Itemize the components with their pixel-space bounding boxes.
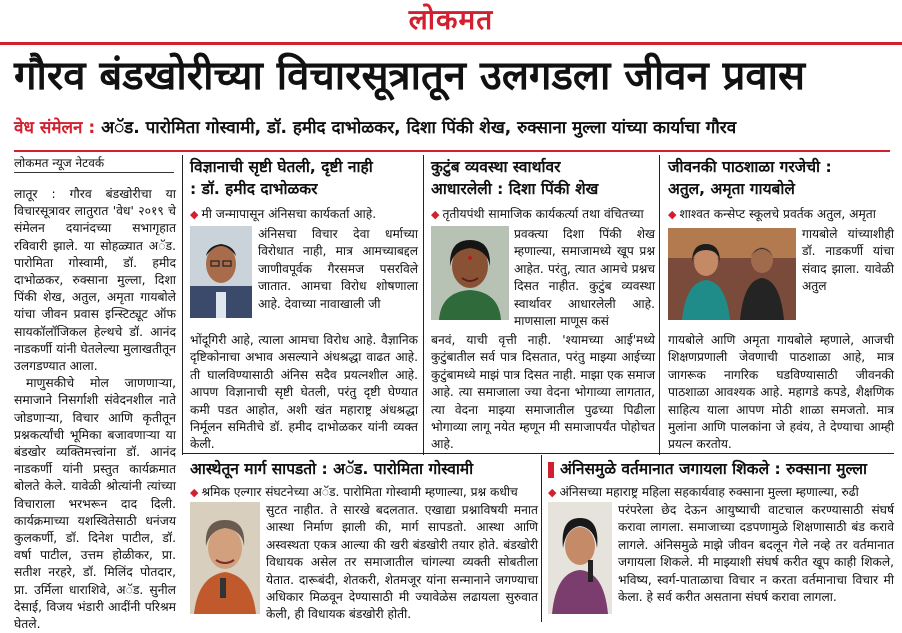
section-wrap-gaybole: गायबोले यांच्याशीही डॉ. नाडकर्णी यांचा संवाद झाला. यावेळी अतुल [802,227,894,294]
portrait-goswami [190,502,260,614]
section-title-disha [431,156,656,200]
masthead [0,0,902,40]
section-lead-goswami [190,484,536,501]
section-title-line: : डॉ. हमीद दाभोळकर [190,180,318,198]
section-title-line: कुटुंब व्यवस्था स्वार्थावर [431,158,561,176]
lead-article-column [14,186,176,632]
section-body-goswami: सुटत नाहीत. ते सारखे बदलतात. एखाद्या प्रश्नाविषयी मनात आस्था निर्माण झाली की, मार्ग सापडतो. आस्था आणि अस्वस्थता एकत्र आल्या की खरी बंडखोरी तयार होते. बंडखोरी विधायक असेल तर समाजातील चांगल्या व्यक्ती सोबतीला येतात. दारूबंदी, शेतकरी, शेतमजूर यांना सन्मानाने जगण्याचा अधिकार मिळवून देण्यासाठी मी ज्यावेळेस लढायला सुरुवात केली, ही विधायक बंडखोरी होती. [266,503,538,622]
column-divider [659,155,660,455]
section-title-line: आधारलेली : दिशा पिंकी शेख [431,180,599,198]
bullet-icon: ◆ [668,208,677,221]
section-lead-gaybole [668,206,894,223]
newspaper-logo: लोकमत [408,3,494,36]
section-lead-disha [431,206,655,223]
lead-paragraph-1: लातूर : गौरव बंडखोरीचा या विचारसूत्रावर लातुरात 'वेध' २०१९ चे संमेलन दयानंदच्या सभागृहात रविवारी झाले. या सोहळ्यात अॅड. पारोमिता गोस्वामी, डॉ. हमीद दाभोळकर, रुक्साना मुल्ला, दिशा पिंकी शेख, अतुल, अमृता गायबोले यांचा जीवन प्रवास इन्स्टिट्यूट ऑफ सायकॉलॉजिकल हेल्थचे डॉ. आनंद नाडकर्णी यांनी घेतलेल्या मुलाखतीतून उलगडण्यात आला. [14,187,176,374]
section-title-line: जीवनकी पाठशाळा गरजेची : [668,158,832,176]
lead-paragraph-2: माणुसकीचे मोल जाणणाऱ्या, समाजाने निसर्गाशी संवेदनशील नाते जोडणाऱ्या, विचार आणि कृतीतून प्रश्नकर्त्यांची भूमिका बजावणाऱ्या या बंडखोर व्यक्तिमत्त्वांना डॉ. आनंद नाडकर्णी यांनी प्रस्तुत कार्यक्रमात बोलते केले. यावेळी श्रोत्यांनी त्यांच्या विचाराला भरभरून दाद दिली. कार्यक्रमाच्या यशस्वितेसाठी धनंजय कुलकर्णी, डॉ. दिनेश पाटील, डॉ. वर्षा पाटील, उत्तम होळीकर, प्रा. सतीश नरहरे, डॉ. मिलिंद पोतदार, प्रा. उर्मिला धाराशिवे, अॅड. सुनील देसाई, विजय भंडारी आदींनी परिश्रम घेतले. [14,376,176,632]
section-title-line: अतुल, अमृता गायबोले [668,180,795,198]
subheadline [14,116,894,140]
bullet-icon: ◆ [431,208,440,221]
section-title-goswami [190,458,538,480]
section-body-gaybole: गायबोले आणि अमृता गायबोले म्हणाले, आजची शिक्षणप्रणाली जेवणाची पाठशाळा आहे, मात्र जागरूक नागरिक घडविण्यासाठी जीवनकी पाठशाळा आवश्यक आहे. महागडे कपडे, शैक्षणिक साहित्य याला आपण मोठी शाळा समजतो. मात्र मुलांना आणि पालकांना जे हवंय, ते देण्याचा आम्ही प्रयत्न करतोय. [668,333,894,452]
section-wrap-disha: प्रवक्त्या दिशा पिंकी शेख म्हणाल्या, समाजामध्ये खूप प्रश्न आहेत. परंतु, त्यात आमचे प्रश्नच दिसत नाहीत. कुटुंब व्यवस्था स्वार्थावर आधारलेली आहे. माणसाला माणूस कसं [514,227,655,329]
section-title-gaybole [668,156,896,200]
lead-text: तृतीयपंथी सामाजिक कार्यकर्त्या तथा वंचितच्या [442,207,644,221]
byline: लोकमत न्यूज नेटवर्क [14,154,174,173]
section-title-dabholkar [190,156,420,200]
section-title-line: आस्थेतून मार्ग सापडतो : अॅड. पारोमिता गोस्वामी [190,460,474,478]
lead-text: शाश्वत कन्सेप्ट स्कूलचे प्रवर्तक अतुल, अमृता [679,207,876,221]
lead-text: अंनिसच्या महाराष्ट्र महिला सहकार्यवाह रुक्साना मुल्ला म्हणाल्या, रुढी [559,485,859,499]
column-divider [423,155,424,455]
section-title-line: अंनिसमुळे वर्तमानात जगायला शिकले : रुक्साना मुल्ला [560,460,867,478]
page-headline: गौरव बंडखोरीच्या विचारसूत्रातून उलगडला जीवन प्रवास [14,53,806,99]
bullet-icon: ◆ [190,208,199,221]
section-title-line: विज्ञानाची सृष्टी घेतली, दृष्टी नाही [190,158,373,176]
section-wrap-dabholkar: अंनिसचा विचार देवा धर्माच्या विरोधात नाही, मात्र आमच्याबद्दल जाणीवपूर्वक गैरसमज पसरविले जातात. आमचा विरोध शोषणाला आहे. देवाच्या नावाखाली जी [258,227,418,311]
bullet-icon: ◆ [190,486,199,499]
lead-text: मी जन्मापासून अंनिसचा कार्यकर्ता आहे. [201,207,377,221]
section-rule [14,150,890,152]
bullet-icon: ◆ [548,486,557,499]
portrait-dabholkar [190,226,252,318]
section-body-disha: बनवं, याची वृत्ती नाही. 'श्यामच्या आई'मध्ये कुटुंबातील सर्व पात्र दिसतात, परंतु माझ्या आईच्या कुटुंबामध्ये माझं पात्र दिसत नाही. माझा एक समाज आहे. त्या समाजाला ज्या वेदना भोगाव्या लागतात, त्या वेदना माझ्या समाजातील पुढच्या पिढीला भोगाव्या लागू नयेत म्हणून मी समाजापर्यंत पोहोचत आहे. [431,333,655,452]
column-divider [541,455,542,622]
column-divider [182,155,183,455]
section-title-mulla [548,458,898,480]
subhead-text: अॅड. पारोमिता गोस्वामी, डॉ. हमीद दाभोळकर, दिशा पिंकी शेख, रुक्साना मुल्ला यांच्या कार्याचा गौरव [95,118,737,138]
section-marker-icon [548,462,554,478]
section-lead-mulla [548,484,894,501]
section-body-mulla: परंपरेला छेद देऊन आयुष्याची वाटचाल करण्यासाठी संघर्ष करावा लागला. समाजाच्या दडपणामुळे शिक्षणासाठी बंड करावे लागले. अंनिसमुळे माझे जीवन बदलून गेले नव्हे तर वर्तमानात जगायला शिकले. मी माझ्याशी संघर्ष करीत खूप काही शिकले, भविष्य, स्वर्ग-पाताळाचा विचार न करता वर्तमानाचा विचार मी केला. हे सर्व करीत असताना संघर्ष करावा लागला. [618,503,894,605]
masthead-rule [0,42,902,45]
section-lead-dabholkar [190,206,418,223]
subhead-kicker: वेध संमेलन : [14,118,96,138]
portrait-disha [431,226,509,320]
row-divider [182,453,894,454]
portrait-mulla [548,502,612,614]
photo-gaybole-couple [668,228,796,320]
lead-text: श्रमिक एल्गार संघटनेच्या अॅड. पारोमिता गोस्वामी म्हणाल्या, प्रश्न कधीच [201,485,518,499]
section-body-dabholkar: भोंदूगिरी आहे, त्याला आमचा विरोध आहे. वैज्ञानिक दृष्टिकोनाचा अभाव असल्याने अंधश्रद्धा वाढत आहे. ती घालविण्यासाठी अंनिस सदैव प्रयत्नशील आहे. आपण विज्ञानाची सृष्टी घेतली, परंतु दृष्टी घेण्यात कमी पडत आहोत, अशी खंत महाराष्ट्र अंधश्रद्धा निर्मूलन समितीचे डॉ. हमीद दाभोळकर यांनी व्यक्त केली. [190,333,418,452]
